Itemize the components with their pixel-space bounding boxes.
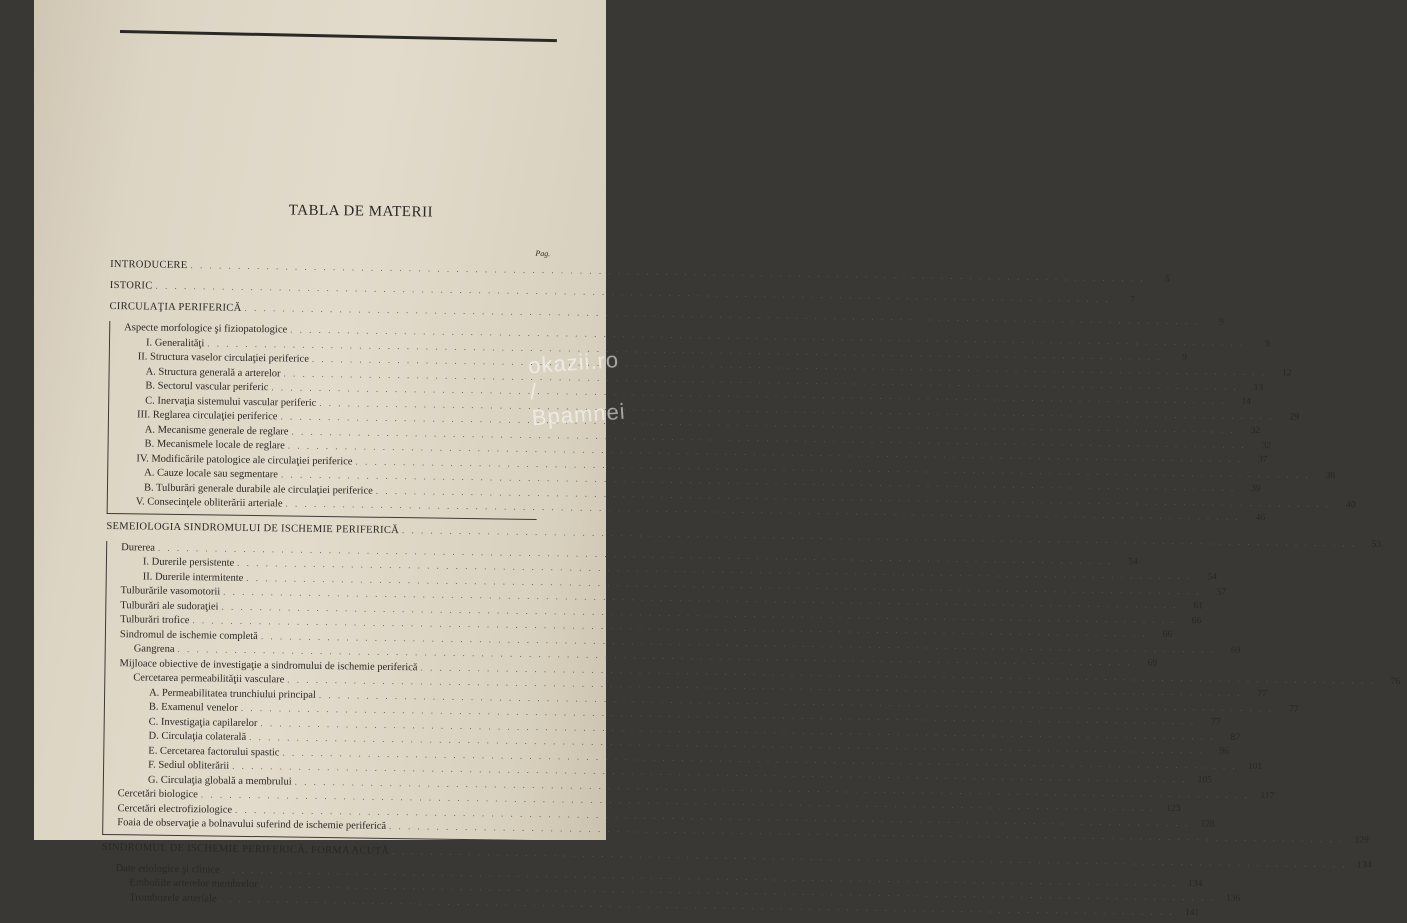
- toc-entry: Aspecte morfologice şi fiziopatologice . . . 9: [120, 321, 539, 341]
- toc-entry: Tulburări trofice . . . 66: [116, 613, 535, 633]
- toc-entry: Cercetări biologice . . . 123: [114, 787, 533, 807]
- toc-entry: B. Examenul venelor . . . 77: [115, 700, 534, 720]
- toc-entry: B. Mecanismele locale de reglare . . . 37: [118, 437, 537, 457]
- toc-entry: III. Reglarea circulaţiei periferice . . . 32: [119, 408, 538, 428]
- toc-entry: Trombozele arteriale . . . 141: [111, 891, 531, 911]
- toc-entry: B. Tulburări generale durabile ale circulaţiei periferice . . . 40: [118, 481, 537, 501]
- toc-entry: I. Durerile persistente . . . 54: [117, 555, 536, 575]
- toc-entry: Cercetări electrofiziologice . . . 128: [113, 802, 532, 822]
- toc-entry-semeiologia: SEMEIOLOGIA SINDROMULUI DE ISCHEMIE PERIFERICĂ . . . 53: [106, 518, 536, 540]
- toc-entry: E. Cercetarea factorului spastic . . . 101: [114, 744, 533, 764]
- toc-entry: Emboliile arterelor membrelor . . . 136: [111, 876, 531, 896]
- toc-entry: A. Structura generală a arterelor . . . 13: [119, 365, 538, 385]
- toc-entry-istoric: ISTORIC . . . 7: [110, 278, 540, 300]
- toc-block-forma-acuta: [101, 861, 1241, 918]
- toc-entry-forma-acuta: SINDROMUL DE ISCHEMIE PERIFERICĂ. FORMA ACUTĂ . . . 134: [102, 839, 532, 861]
- toc-entry: G. Circulaţia globală a membrului . . . 117: [114, 773, 533, 793]
- top-rule: [120, 30, 557, 42]
- toc-entry: Sindromul de ischemie completă . . . 69: [116, 628, 535, 648]
- toc-entry: IV. Modificările patologice ale circulaţiei periferice . . . 38: [118, 452, 537, 472]
- toc-entry: C. Inervaţia sistemului vascular periferic . . . 29: [119, 394, 538, 414]
- book-page: [34, 0, 1401, 918]
- toc-entry: Gangrena . . . 69: [116, 642, 535, 662]
- toc-entry: Tulburările vasomotorii . . . 61: [116, 584, 535, 604]
- toc-entry: II. Structura vaselor circulaţiei periferice . . . 12: [120, 350, 539, 370]
- toc-block-semeiologia: [102, 540, 1401, 846]
- toc-entry: Cercetarea permeabilităţii vasculare . . . 77: [115, 671, 534, 691]
- page-column-header: Pag.: [535, 248, 551, 259]
- toc-entry: Tulburări ale sudoraţiei . . . 66: [116, 599, 535, 619]
- toc-entry: A. Permeabilitatea trunchiului principal . . . 77: [115, 686, 534, 706]
- toc-entry: F. Sediul obliterării . . . 105: [114, 758, 533, 778]
- toc-entry-introducere: INTRODUCERE . . . 5: [110, 257, 540, 279]
- toc-entry: V. Consecinţele obliterării arteriale . . . 46: [118, 495, 537, 515]
- toc-entry: Durerea . . . 54: [117, 541, 536, 561]
- toc-entry: C. Investigaţia capilarelor . . . 87: [115, 715, 534, 735]
- toc-entry: II. Durerile intermitente . . . 57: [117, 570, 536, 590]
- toc-entry: Foaia de observaţie a bolnavului suferind de ischemie periferică . . . 129: [113, 816, 532, 836]
- toc-entry: B. Sectorul vascular periferic . . . 14: [119, 379, 538, 399]
- watermark: okazii.ro / Bpamnei: [527, 347, 627, 431]
- toc-title: TABLA DE MATERII: [288, 202, 434, 221]
- toc-entry: Mijloace obiective de investigaţie a sindromului de ischemie periferică . . . 76: [115, 657, 534, 677]
- toc-entry: I. Generalităţi . . . 9: [120, 336, 539, 356]
- toc-entry: A. Cauze locale sau segmentare . . . 39: [118, 466, 537, 486]
- toc-entry-circulatia: CIRCULAŢIA PERIFERICĂ . . . 9: [109, 299, 539, 321]
- toc-entry: D. Circulaţia colaterală . . . 96: [114, 729, 533, 749]
- toc-entry: Date etiologice şi clinice . . . 134: [112, 862, 532, 882]
- toc-entry: A. Mecanisme generale de reglare . . . 32: [119, 423, 538, 443]
